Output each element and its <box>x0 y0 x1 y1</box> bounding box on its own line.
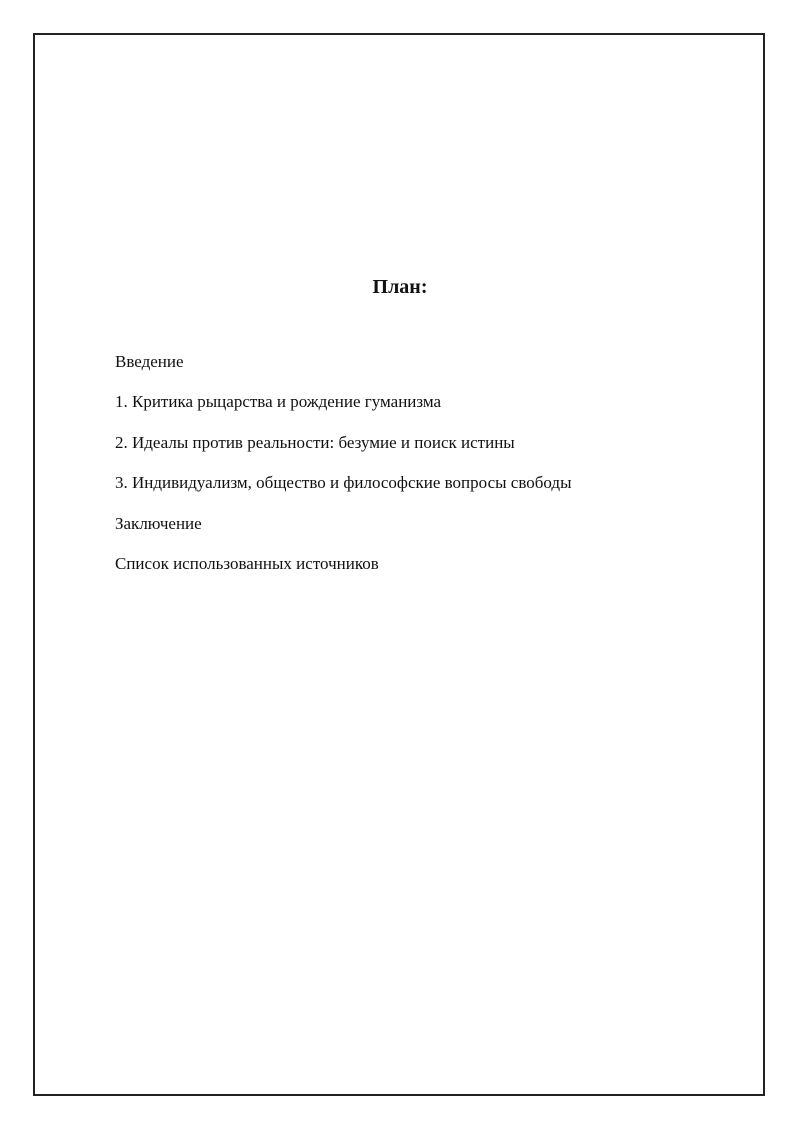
toc-item-chapter-3: 3. Индивидуализм, общество и философские вопросы свободы <box>115 473 572 493</box>
table-of-contents <box>115 352 572 594</box>
toc-item-chapter-2: 2. Идеалы против реальности: безумие и поиск истины <box>115 432 515 452</box>
toc-item-references: Список использованных источников <box>115 553 379 573</box>
toc-item-introduction: Введение <box>115 352 184 371</box>
page-title: План: <box>372 276 428 298</box>
toc-item-conclusion: Заключение <box>115 513 202 533</box>
toc-item-chapter-1: 1. Критика рыцарства и рождение гуманизма <box>115 392 442 412</box>
